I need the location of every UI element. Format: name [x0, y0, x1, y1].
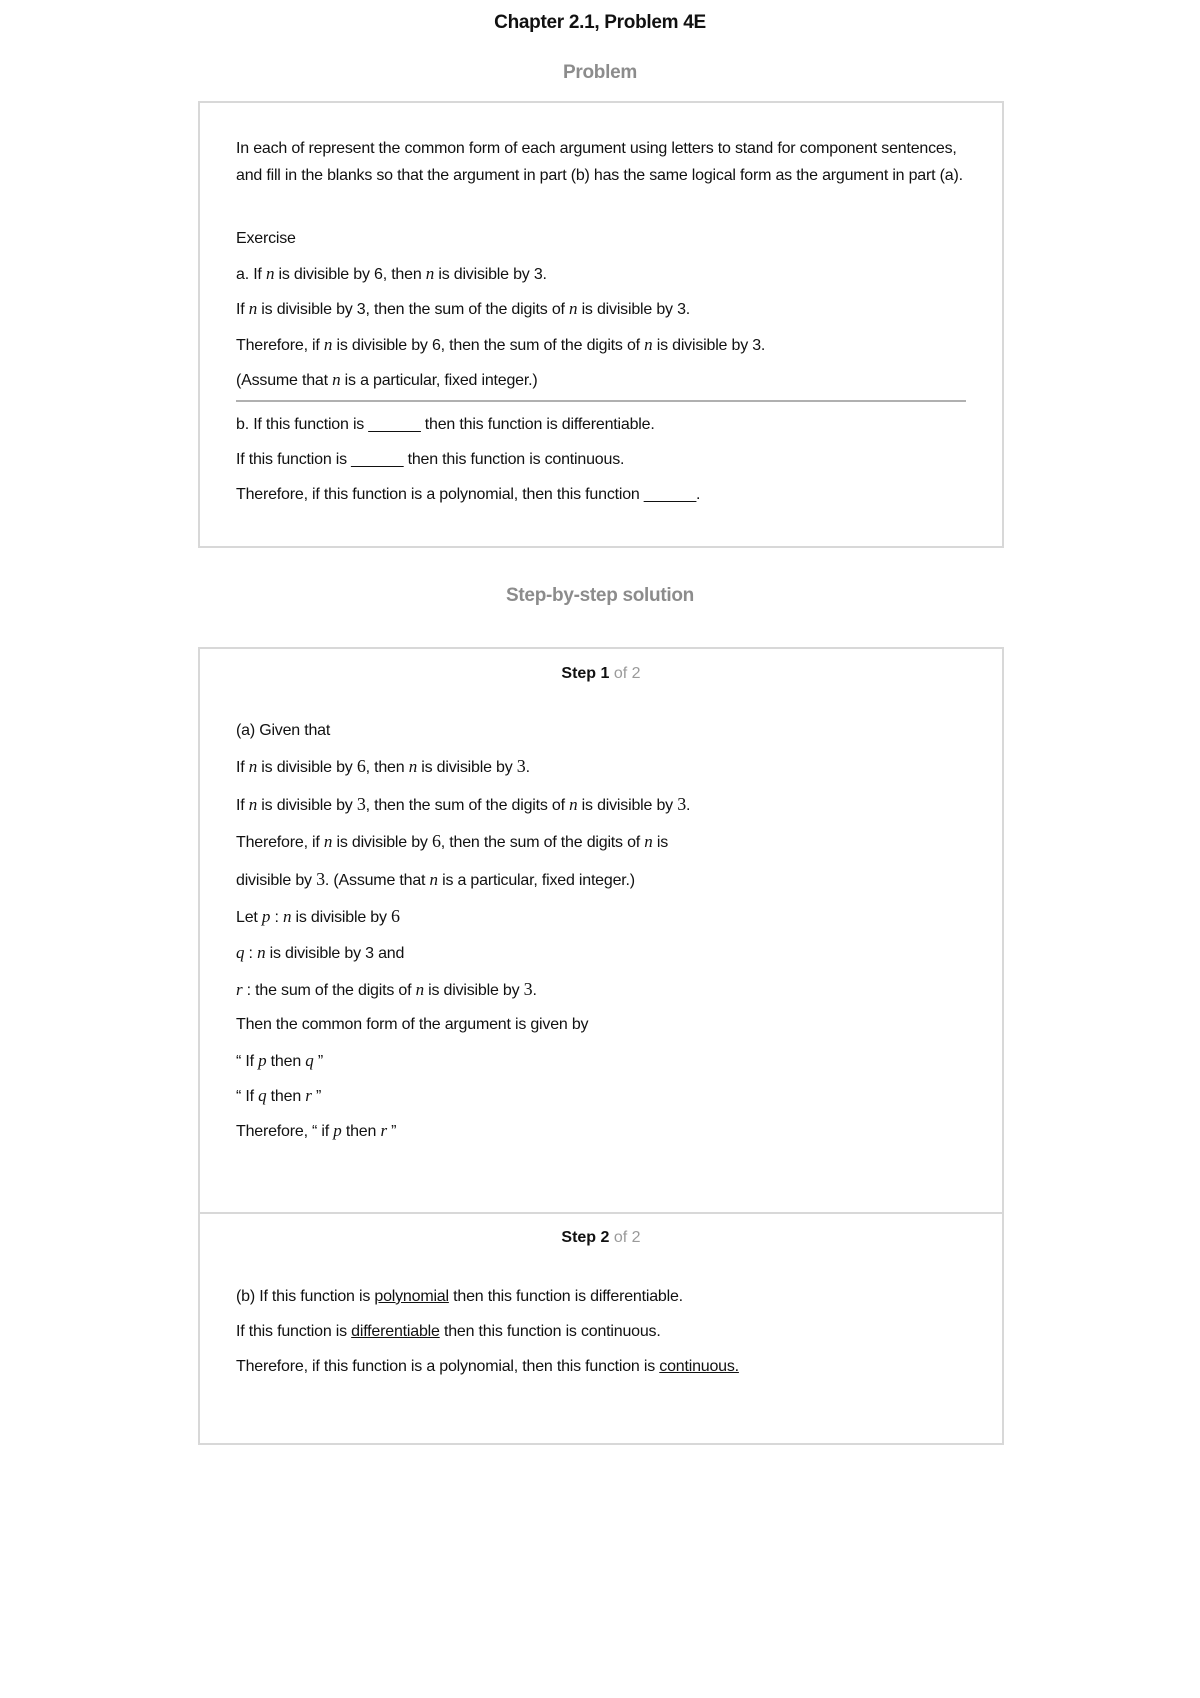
problem-divider: [236, 400, 966, 402]
step-1-let-r: r : the sum of the digits of n is divisible by 3.: [236, 979, 537, 999]
step-2-line-2: If this function is differentiable then this function is continuous.: [236, 1323, 661, 1340]
part-a-line-4: (Assume that n is a particular, fixed integer.): [236, 370, 538, 389]
step-1-form-2: “ If q then r ”: [236, 1086, 322, 1105]
step-1-form-3: Therefore, “ if p then r ”: [236, 1121, 397, 1140]
step-1-line-1: If n is divisible by 6, then n is divisible by 3.: [236, 756, 530, 776]
part-b-line-2: If this function is ______ then this function is continuous.: [236, 451, 625, 468]
step-1-line-4: divisible by 3. (Assume that n is a particular, fixed integer.): [236, 869, 635, 889]
step-1-form-1: “ If p then q ”: [236, 1051, 323, 1070]
page-title: Chapter 2.1, Problem 4E: [494, 12, 706, 33]
step-1-common-form: Then the common form of the argument is given by: [236, 1016, 589, 1033]
step-1-line-2: If n is divisible by 3, then the sum of the digits of n is divisible by 3.: [236, 794, 691, 814]
part-a-line-2: If n is divisible by 3, then the sum of the digits of n is divisible by 3.: [236, 299, 691, 318]
part-a-line-1: a. If n is divisible by 6, then n is divisible by 3.: [236, 264, 547, 283]
solution-box: [198, 647, 1004, 1445]
part-b-line-1: b. If this function is ______ then this function is differentiable.: [236, 416, 655, 433]
part-b-line-3: Therefore, if this function is a polynomial, then this function ______.: [236, 486, 701, 503]
step-2-line-1: (b) If this function is polynomial then this function is differentiable.: [236, 1288, 683, 1305]
problem-box: [198, 101, 1004, 548]
step-1-let-p: Let p : n is divisible by 6: [236, 906, 400, 926]
step-1-line-3: Therefore, if n is divisible by 6, then the sum of the digits of n is: [236, 831, 668, 851]
step-1-title: Step 1 of 2: [561, 665, 641, 682]
step-1-given: (a) Given that: [236, 722, 331, 739]
step-2-line-3: Therefore, if this function is a polynomial, then this function is continuous.: [236, 1358, 739, 1375]
solution-heading: Step-by-step solution: [506, 585, 694, 606]
problem-intro: In each of represent the common form of each argument using letters to stand for component sentences, and fill in the blanks so that the argument in part (b) has the same logical form as the argument in part (a).: [236, 140, 963, 184]
step-separator: [200, 1212, 1002, 1214]
exercise-label: Exercise: [236, 230, 296, 247]
part-a-line-3: Therefore, if n is divisible by 6, then the sum of the digits of n is divisible by 3.: [236, 335, 766, 354]
problem-heading: Problem: [563, 62, 637, 83]
step-2-title: Step 2 of 2: [561, 1229, 641, 1246]
step-1-let-q: q : n is divisible by 3 and: [236, 943, 405, 962]
